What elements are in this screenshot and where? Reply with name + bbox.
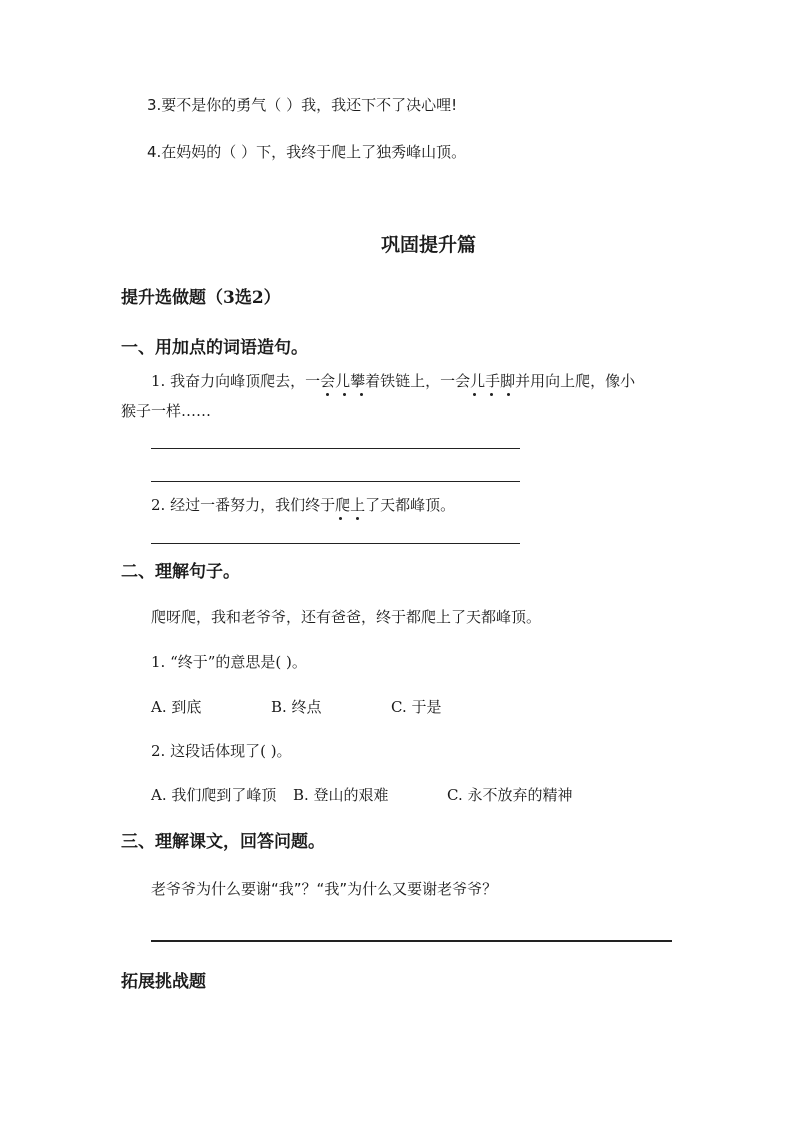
emphasis-dot	[326, 393, 329, 396]
emphasis-dot	[339, 517, 342, 520]
part2-q2-option-a: A. 我们爬到了峰顶	[151, 786, 277, 804]
part2-q1-option-c: C. 于是	[391, 698, 442, 716]
part2-sentence: 爬呀爬，我和老爷爷，还有爸爸，终于都爬上了天都峰顶。	[151, 608, 542, 626]
exercise-item-3: 3.要不是你的勇气（ ）我，我还下不了决心哩!	[147, 96, 458, 114]
part1-question-1-line-1: 1. 我奋力向峰顶爬去，一会儿攀着铁链上，一会儿手脚并用向上爬，像小	[151, 372, 636, 390]
emphasis-dot	[490, 393, 493, 396]
part1-heading: 一、用加点的词语造句。	[121, 338, 308, 358]
answer-line	[151, 448, 520, 449]
part2-q2-option-c: C. 永不放弃的精神	[447, 786, 573, 804]
section-title: 巩固提升篇	[381, 234, 477, 256]
emphasis-dot	[356, 517, 359, 520]
challenge-title: 拓展挑战题	[121, 972, 206, 992]
answer-line	[151, 543, 520, 544]
answer-line	[151, 481, 520, 482]
part1-question-2: 2. 经过一番努力，我们终于爬上了天都峰顶。	[151, 496, 456, 514]
emphasis-dot	[507, 393, 510, 396]
exercise-item-4: 4.在妈妈的（ ）下，我终于爬上了独秀峰山顶。	[147, 143, 467, 161]
emphasis-dot	[473, 393, 476, 396]
part3-question: 老爷爷为什么要谢“我”？“我”为什么又要谢老爷爷？	[151, 880, 498, 898]
part2-q1-option-a: A. 到底	[151, 698, 202, 716]
part2-question-1: 1. “终于”的意思是( )。	[151, 653, 307, 671]
part1-question-1-line-2: 猴子一样……	[121, 402, 212, 420]
part2-question-2: 2. 这段话体现了( )。	[151, 742, 292, 760]
emphasis-dot	[360, 393, 363, 396]
part2-heading: 二、理解句子。	[121, 562, 240, 582]
part2-q1-option-b: B. 终点	[271, 698, 322, 716]
part3-heading: 三、理解课文，回答问题。	[121, 832, 325, 852]
part2-q2-option-b: B. 登山的艰难	[293, 786, 389, 804]
answer-line	[151, 940, 672, 942]
subsection-title: 提升选做题（3选2）	[121, 288, 281, 308]
emphasis-dot	[343, 393, 346, 396]
